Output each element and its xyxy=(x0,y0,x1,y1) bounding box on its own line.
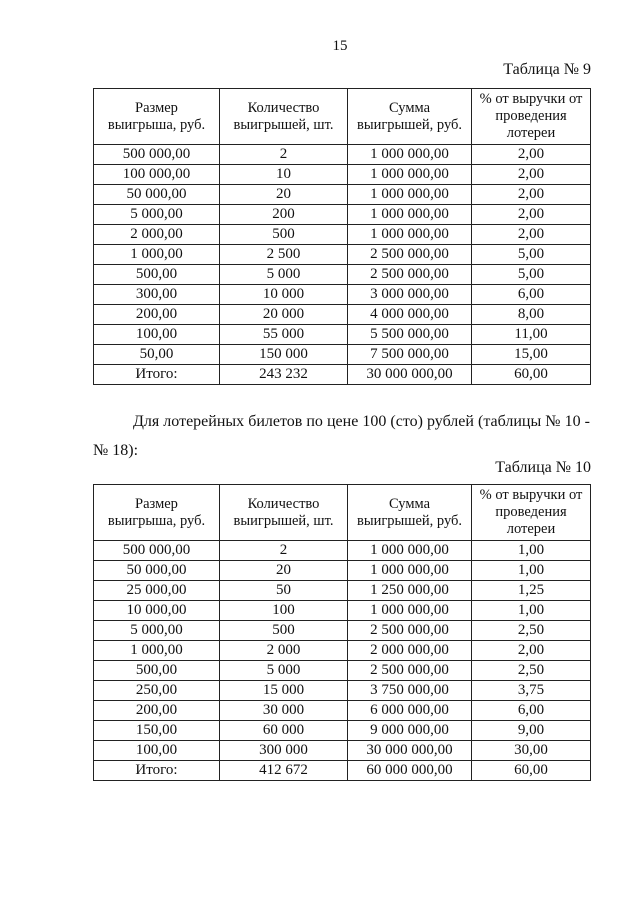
cell-prize-size: 500,00 xyxy=(94,265,220,285)
table-row xyxy=(94,245,591,265)
cell-prize-count: 5 000 xyxy=(220,265,348,285)
cell-prize-size: Итого: xyxy=(94,365,220,385)
cell-revenue-percent: 2,00 xyxy=(472,205,591,225)
cell-revenue-percent: 2,00 xyxy=(472,225,591,245)
table-row xyxy=(94,721,591,741)
cell-prize-count: 5 000 xyxy=(220,661,348,681)
header-line: % от выручки от xyxy=(479,487,583,503)
cell-prize-size: 1 000,00 xyxy=(94,641,220,661)
cell-revenue-percent: 2,00 xyxy=(472,145,591,165)
cell-prize-size: 5 000,00 xyxy=(94,621,220,641)
cell-prize-sum: 1 000 000,00 xyxy=(348,145,472,165)
cell-prize-size: 5 000,00 xyxy=(94,205,220,225)
cell-prize-count: 30 000 xyxy=(220,701,348,721)
cell-prize-size: 100,00 xyxy=(94,741,220,761)
cell-prize-count: 243 232 xyxy=(220,365,348,385)
header-prize-count xyxy=(220,485,348,541)
cell-revenue-percent: 1,00 xyxy=(472,561,591,581)
cell-prize-sum: 1 000 000,00 xyxy=(348,205,472,225)
header-line: Размер xyxy=(135,99,178,116)
table-header-row xyxy=(94,89,591,145)
table-row xyxy=(94,185,591,205)
cell-prize-sum: 9 000 000,00 xyxy=(348,721,472,741)
cell-revenue-percent: 1,00 xyxy=(472,601,591,621)
cell-prize-size: Итого: xyxy=(94,761,220,781)
cell-prize-count: 2 000 xyxy=(220,641,348,661)
table-row xyxy=(94,681,591,701)
cell-prize-size: 2 000,00 xyxy=(94,225,220,245)
cell-prize-sum: 60 000 000,00 xyxy=(348,761,472,781)
header-prize-sum xyxy=(348,89,472,145)
cell-prize-count: 20 xyxy=(220,185,348,205)
cell-prize-size: 300,00 xyxy=(94,285,220,305)
cell-prize-count: 10 xyxy=(220,165,348,185)
cell-revenue-percent: 6,00 xyxy=(472,701,591,721)
cell-revenue-percent: 5,00 xyxy=(472,265,591,285)
table-row xyxy=(94,225,591,245)
table-row xyxy=(94,701,591,721)
cell-prize-size: 25 000,00 xyxy=(94,581,220,601)
header-line: Сумма xyxy=(388,99,431,116)
cell-prize-size: 100,00 xyxy=(94,325,220,345)
cell-prize-count: 200 xyxy=(220,205,348,225)
table-body xyxy=(94,145,591,385)
header-line: выигрышей, руб. xyxy=(356,116,463,133)
table-row xyxy=(94,601,591,621)
header-revenue-percent xyxy=(472,89,591,145)
cell-revenue-percent: 6,00 xyxy=(472,285,591,305)
cell-prize-sum: 2 500 000,00 xyxy=(348,621,472,641)
cell-prize-size: 200,00 xyxy=(94,701,220,721)
cell-prize-size: 200,00 xyxy=(94,305,220,325)
header-line: % от выручки от xyxy=(479,91,583,107)
cell-prize-sum: 2 500 000,00 xyxy=(348,245,472,265)
table-row xyxy=(94,621,591,641)
cell-prize-sum: 1 000 000,00 xyxy=(348,185,472,205)
header-line: лотереи xyxy=(506,521,556,537)
table-row xyxy=(94,165,591,185)
table-total-row xyxy=(94,365,591,385)
table-row xyxy=(94,561,591,581)
cell-prize-count: 150 000 xyxy=(220,345,348,365)
header-line: Количество xyxy=(247,495,320,512)
header-line: выигрыша, руб. xyxy=(107,512,206,529)
header-line: лотереи xyxy=(506,125,556,141)
cell-prize-count: 20 xyxy=(220,561,348,581)
cell-prize-sum: 30 000 000,00 xyxy=(348,741,472,761)
table-row xyxy=(94,345,591,365)
cell-prize-sum: 2 000 000,00 xyxy=(348,641,472,661)
cell-prize-sum: 1 000 000,00 xyxy=(348,165,472,185)
cell-prize-sum: 1 000 000,00 xyxy=(348,541,472,561)
body-paragraph: Для лотерейных билетов по цене 100 (сто) рублей (таблицы № 10 - № 18): xyxy=(93,413,590,459)
header-prize-count xyxy=(220,89,348,145)
cell-prize-size: 500,00 xyxy=(94,661,220,681)
table-total-row xyxy=(94,761,591,781)
cell-revenue-percent: 60,00 xyxy=(472,365,591,385)
cell-prize-count: 500 xyxy=(220,621,348,641)
cell-revenue-percent: 5,00 xyxy=(472,245,591,265)
cell-prize-sum: 6 000 000,00 xyxy=(348,701,472,721)
cell-revenue-percent: 2,50 xyxy=(472,621,591,641)
header-line: проведения xyxy=(495,108,567,124)
table-row xyxy=(94,581,591,601)
header-line: проведения xyxy=(495,504,567,520)
cell-prize-count: 500 xyxy=(220,225,348,245)
header-line: Размер xyxy=(135,495,178,512)
cell-prize-size: 250,00 xyxy=(94,681,220,701)
cell-prize-sum: 1 000 000,00 xyxy=(348,561,472,581)
cell-prize-count: 100 xyxy=(220,601,348,621)
cell-prize-size: 150,00 xyxy=(94,721,220,741)
prize-table-10 xyxy=(93,484,591,781)
table-row xyxy=(94,205,591,225)
cell-prize-count: 55 000 xyxy=(220,325,348,345)
cell-prize-sum: 3 000 000,00 xyxy=(348,285,472,305)
cell-revenue-percent: 8,00 xyxy=(472,305,591,325)
cell-revenue-percent: 2,50 xyxy=(472,661,591,681)
cell-prize-size: 50 000,00 xyxy=(94,561,220,581)
header-prize-size xyxy=(94,89,220,145)
table-body xyxy=(94,541,591,781)
cell-prize-count: 50 xyxy=(220,581,348,601)
cell-revenue-percent: 1,25 xyxy=(472,581,591,601)
cell-prize-sum: 1 000 000,00 xyxy=(348,601,472,621)
table-row xyxy=(94,325,591,345)
header-line: Сумма xyxy=(388,495,431,512)
table-row xyxy=(94,641,591,661)
cell-prize-count: 15 000 xyxy=(220,681,348,701)
cell-prize-count: 10 000 xyxy=(220,285,348,305)
cell-prize-size: 1 000,00 xyxy=(94,245,220,265)
cell-prize-count: 2 xyxy=(220,145,348,165)
cell-revenue-percent: 1,00 xyxy=(472,541,591,561)
table-row xyxy=(94,661,591,681)
table-row xyxy=(94,145,591,165)
cell-prize-sum: 3 750 000,00 xyxy=(348,681,472,701)
cell-prize-sum: 1 000 000,00 xyxy=(348,225,472,245)
cell-prize-sum: 7 500 000,00 xyxy=(348,345,472,365)
cell-prize-count: 2 xyxy=(220,541,348,561)
cell-revenue-percent: 30,00 xyxy=(472,741,591,761)
cell-prize-sum: 1 250 000,00 xyxy=(348,581,472,601)
header-prize-sum xyxy=(348,485,472,541)
header-line: выигрышей, шт. xyxy=(233,512,334,529)
page-number: 15 xyxy=(332,38,348,54)
table-header-row xyxy=(94,485,591,541)
cell-prize-size: 500 000,00 xyxy=(94,145,220,165)
cell-prize-size: 100 000,00 xyxy=(94,165,220,185)
header-line: Количество xyxy=(247,99,320,116)
header-line: выигрышей, шт. xyxy=(233,116,334,133)
header-line: выигрыша, руб. xyxy=(107,116,206,133)
cell-prize-count: 20 000 xyxy=(220,305,348,325)
cell-revenue-percent: 3,75 xyxy=(472,681,591,701)
cell-revenue-percent: 2,00 xyxy=(472,165,591,185)
cell-prize-size: 50,00 xyxy=(94,345,220,365)
table-10-caption: Таблица № 10 xyxy=(495,459,591,476)
cell-prize-sum: 5 500 000,00 xyxy=(348,325,472,345)
cell-prize-sum: 4 000 000,00 xyxy=(348,305,472,325)
header-prize-size xyxy=(94,485,220,541)
cell-revenue-percent: 2,00 xyxy=(472,185,591,205)
table-row xyxy=(94,285,591,305)
table-row xyxy=(94,741,591,761)
cell-prize-count: 60 000 xyxy=(220,721,348,741)
table-9-caption: Таблица № 9 xyxy=(503,61,591,78)
prize-table-9 xyxy=(93,88,591,385)
header-revenue-percent xyxy=(472,485,591,541)
cell-prize-size: 500 000,00 xyxy=(94,541,220,561)
cell-prize-sum: 30 000 000,00 xyxy=(348,365,472,385)
cell-prize-count: 300 000 xyxy=(220,741,348,761)
cell-prize-count: 2 500 xyxy=(220,245,348,265)
header-line: выигрышей, руб. xyxy=(356,512,463,529)
cell-revenue-percent: 60,00 xyxy=(472,761,591,781)
cell-revenue-percent: 2,00 xyxy=(472,641,591,661)
cell-prize-count: 412 672 xyxy=(220,761,348,781)
table-row xyxy=(94,305,591,325)
cell-prize-size: 10 000,00 xyxy=(94,601,220,621)
cell-revenue-percent: 11,00 xyxy=(472,325,591,345)
cell-revenue-percent: 15,00 xyxy=(472,345,591,365)
cell-prize-sum: 2 500 000,00 xyxy=(348,265,472,285)
cell-prize-size: 50 000,00 xyxy=(94,185,220,205)
cell-revenue-percent: 9,00 xyxy=(472,721,591,741)
table-row xyxy=(94,265,591,285)
cell-prize-sum: 2 500 000,00 xyxy=(348,661,472,681)
table-row xyxy=(94,541,591,561)
